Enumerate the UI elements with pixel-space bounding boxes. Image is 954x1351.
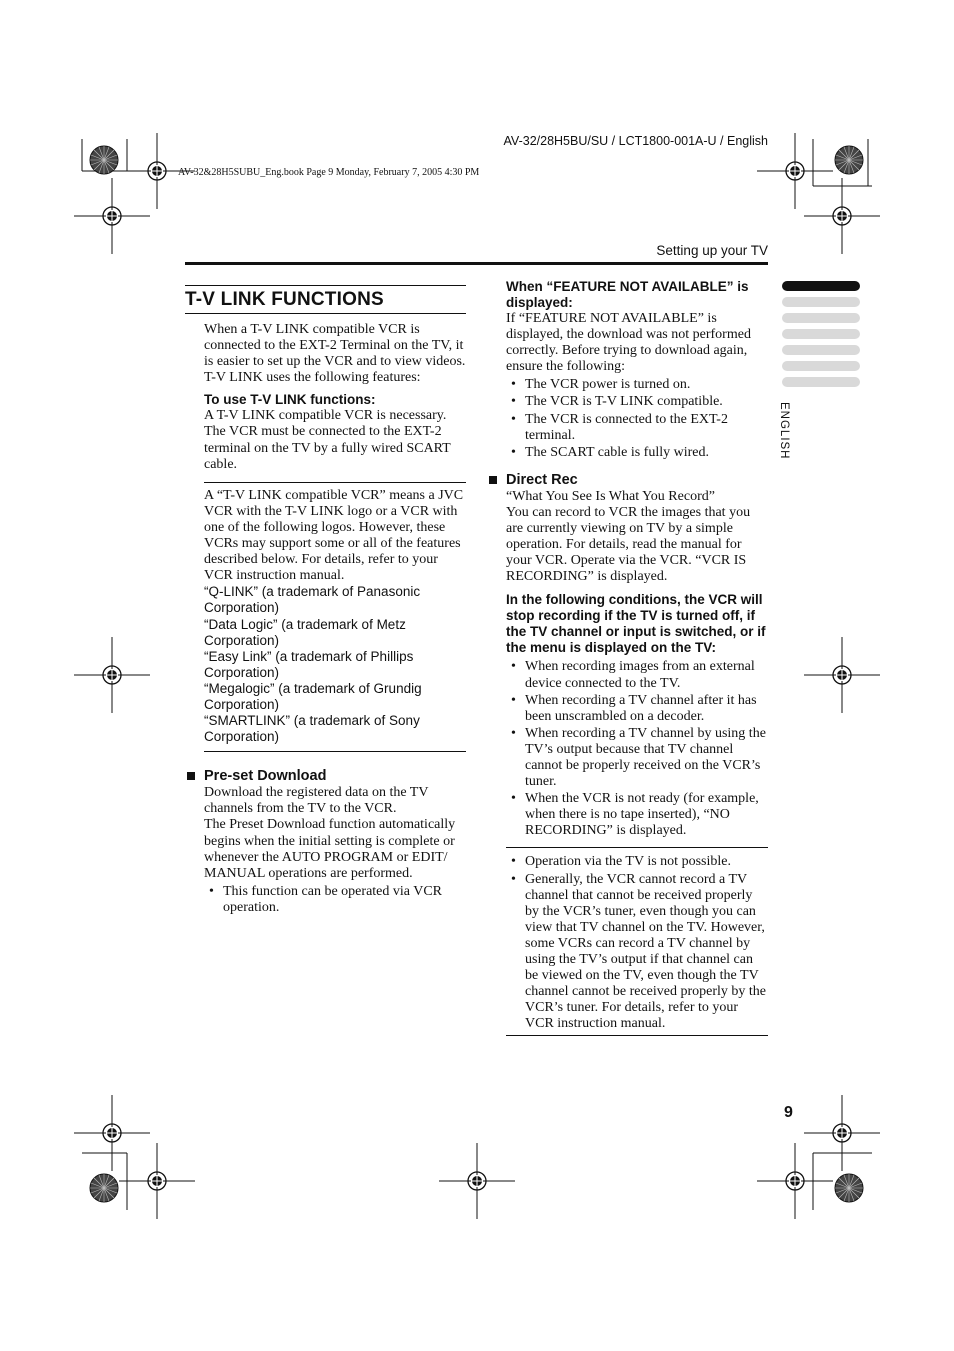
- list-item: • The VCR power is turned on.: [511, 377, 691, 393]
- preset-paragraph: Download the registered data on the TV channels from the TV to the VCR. The Preset Download function automatically begins when the initial setting is complete or whenever the AUTO PROGRAM or EDIT/ MANUAL operations are performed.: [204, 785, 456, 881]
- direct-rec-quote: “What You See Is What You Record”: [506, 488, 715, 504]
- use-paragraph: A T-V LINK compatible VCR is necessary. The VCR must be connected to the EXT-2 terminal on the TV by a fully wired SCART cable.: [204, 408, 451, 472]
- use-heading: To use T-V LINK functions:: [204, 392, 376, 408]
- compatibility-note: [204, 482, 466, 753]
- page-number: 9: [784, 1104, 793, 1121]
- preset-download-heading: Pre-set Download: [185, 767, 466, 785]
- direct-rec-paragraph: You can record to VCR the images that you are currently viewing on TV by a simple operation. For details, read the manual for your VCR. Operate via the VCR. “VCR IS RECORDING” is displayed.: [506, 504, 751, 585]
- intro-paragraph: When a T-V LINK compatible VCR is connected to the EXT-2 Terminal on the TV, it is easier to set up the VCR and to view videos. T-V LINK uses the following features:: [204, 322, 466, 386]
- section-tab: [782, 329, 860, 339]
- section-tab: [782, 361, 860, 371]
- recording-note: [506, 847, 768, 1036]
- list-item: • This function can be operated via VCR operation.: [209, 883, 443, 915]
- section-tab-active: [782, 281, 860, 291]
- language-side-label: ENGLISH: [778, 402, 790, 460]
- list-item: • The VCR is T-V LINK compatible.: [511, 394, 723, 410]
- list-item: • When recording images from an external device connected to the TV.: [511, 659, 755, 691]
- list-item: • The SCART cable is fully wired.: [511, 444, 709, 460]
- square-bullet-icon: [187, 772, 195, 780]
- page-title: T-V LINK FUNCTIONS: [185, 285, 466, 314]
- list-item: • The VCR is connected to the EXT-2 terminal.: [511, 411, 728, 443]
- document-id: AV-32/28H5BU/SU / LCT1800-001A-U / English: [503, 134, 768, 148]
- stop-recording-heading: In the following conditions, the VCR will stop recording if the TV is turned off, if the TV channel or input is switched, or if the menu is displayed on the TV:: [506, 592, 766, 656]
- list-item: • Generally, the VCR cannot record a TV channel that cannot be received properly by the VCR’s tuner, even though you can view that TV channel on the TV. However, some VCRs can record a TV channel by using the TV’s output if that channel can be viewed on the TV, even though the TV channel cannot be received properly by the VCR’s tuner. For details, refer to your VCR instruction manual.: [511, 871, 767, 1032]
- section-tab: [782, 345, 860, 355]
- trademark-item: “Data Logic” (a trademark of Metz Corporation): [204, 616, 406, 648]
- square-bullet-icon: [489, 476, 497, 484]
- trademark-item: “Q-LINK” (a trademark of Panasonic Corporation): [204, 584, 421, 616]
- trademark-item: “Easy Link” (a trademark of Phillips Corporation): [204, 648, 414, 680]
- left-column: [185, 285, 466, 917]
- direct-rec-heading: Direct Rec: [487, 471, 768, 489]
- compatibility-text: A “T-V LINK compatible VCR” means a JVC VCR with the T-V LINK logo or a VCR with one of the following logos. However, these VCRs may support some or all of the features described below. For details, refer to your VCR instruction manual.: [204, 487, 464, 584]
- list-item: • When recording a TV channel by using the TV’s output because that TV channel cannot be properly received on the VCR’s tuner.: [511, 725, 766, 790]
- section-tab: [782, 377, 860, 387]
- list-item: • When the VCR is not ready (for example, when there is no tape inserted), “NO RECORDING” is displayed.: [511, 791, 759, 839]
- feature-not-available-paragraph: If “FEATURE NOT AVAILABLE” is displayed, the download was not performed correctly. Before trying to download again, ensure the following:: [506, 311, 751, 375]
- trademark-item: “SMARTLINK” (a trademark of Sony Corporation): [204, 713, 420, 745]
- section-tab: [782, 297, 860, 307]
- list-item: • Operation via the TV is not possible.: [511, 854, 731, 870]
- book-file-line: AV-32&28H5SUBU_Eng.book Page 9 Monday, February 7, 2005 4:30 PM: [178, 167, 480, 178]
- feature-not-available-heading: When “FEATURE NOT AVAILABLE” is displayed:: [506, 279, 749, 310]
- right-column: [506, 279, 768, 1036]
- trademark-item: “Megalogic” (a trademark of Grundig Corporation): [204, 680, 422, 712]
- header-rule: [185, 262, 768, 265]
- list-item: • When recording a TV channel after it has been unscrambled on a decoder.: [511, 692, 757, 724]
- section-label: Setting up your TV: [656, 243, 768, 258]
- section-tab: [782, 313, 860, 323]
